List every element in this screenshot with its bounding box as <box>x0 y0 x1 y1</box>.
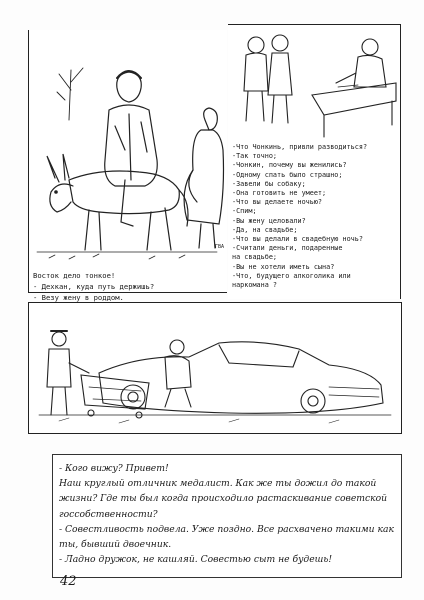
panel-car-scene <box>28 302 402 434</box>
dialog-line: -Она готовить не умеет; <box>232 189 327 198</box>
story-line: - Кого вижу? Привет! <box>59 463 169 474</box>
dialog-line: -Чонкин, почему вы женились? <box>232 161 347 170</box>
dialog-line: на свадьбе; <box>232 253 278 262</box>
donkey-rider-illustration <box>29 30 227 270</box>
panel-story-text <box>52 454 402 578</box>
caption-line: Восток дело тонкое! <box>33 271 116 280</box>
dialog-line: -Вы жену целовали? <box>232 216 306 225</box>
story-line: госсобственности? <box>59 508 158 520</box>
dialog-line: -Вы не хотели иметь сына? <box>232 262 335 271</box>
dialog-line: -Спим; <box>232 207 257 216</box>
dialog-line: -Что Чонкинь, привли разводиться? <box>232 143 368 151</box>
dialog-line: -Что вы делали в свадебную ночь? <box>232 235 363 244</box>
caption-line: - Дехкан, куда путь держишь? <box>33 282 155 291</box>
story-text <box>59 461 397 567</box>
dialog-line: -Да, на свадьбе; <box>232 225 298 234</box>
caption-line: - Везу жену в роддом. <box>33 293 124 302</box>
dialog-line: -Так точно; <box>232 152 278 161</box>
dialog-line: -Считали деньги, подаренные <box>232 244 343 253</box>
story-line: - Ладно дружок, не кашляй. Совестью сыт не будешь! <box>59 554 333 566</box>
panel2-dialog <box>232 143 398 290</box>
panel-donkey-rider <box>28 30 227 302</box>
dialog-line: -Одному спать было страшно; <box>232 170 343 179</box>
story-line: жизни? Где ты был когда происходило растаскивание советской <box>59 493 388 505</box>
dialog-line: -Что, будущего алкоголика или <box>232 271 351 280</box>
dialog-line: -Завели бы собаку; <box>232 179 306 188</box>
page-number: 42 <box>60 574 77 589</box>
panel-divorce-office <box>228 24 401 299</box>
story-line: ты, бывший двоечник. <box>59 539 172 551</box>
dialog-line: наркомана ? <box>232 281 278 290</box>
story-line: - Совестливость подвела. Уже поздно. Все расхвачено такими как <box>59 523 394 535</box>
office-illustration <box>228 25 400 141</box>
story-line: Наш круглый отличник медалист. Как же ты дожил до такой <box>59 478 377 490</box>
artist-signature: ГВА <box>215 244 225 250</box>
car-scene-illustration <box>29 303 401 433</box>
dialog-line: -Что вы делаете ночью? <box>232 198 323 207</box>
panel1-caption <box>33 270 223 303</box>
